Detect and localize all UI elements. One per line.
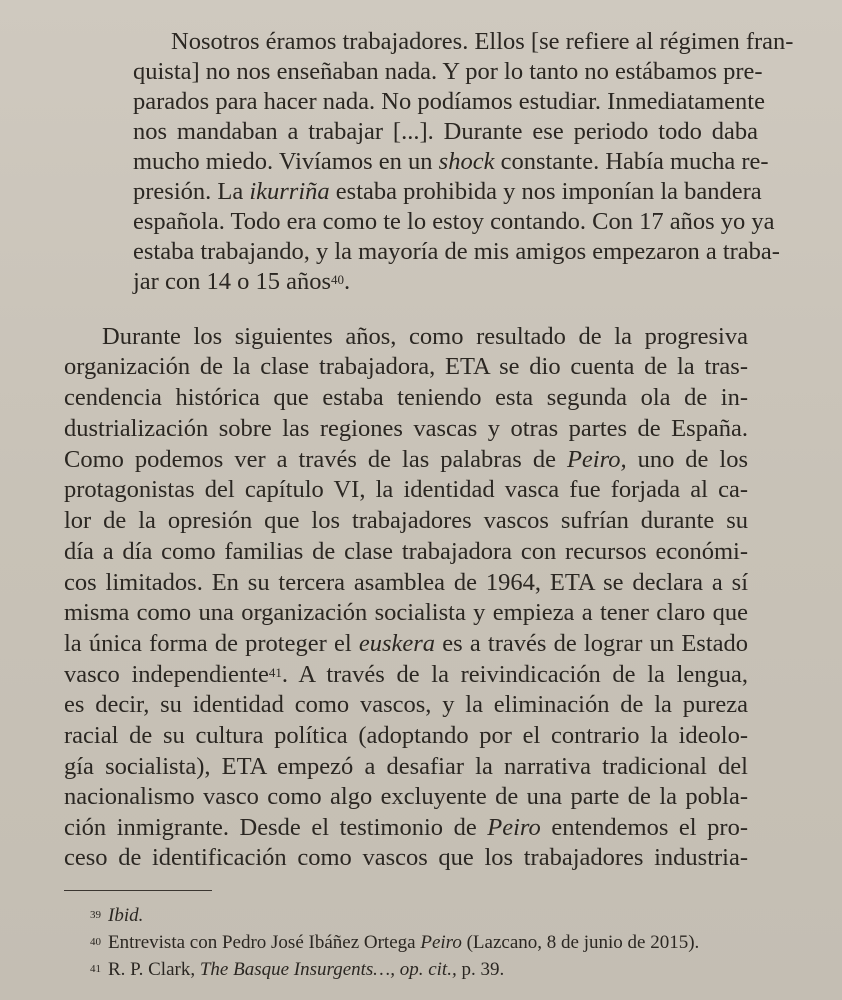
- body-line: es decir, su identidad como vascos, y la eliminación de la pureza: [64, 691, 748, 718]
- footnote: $^{40}$ Entrevista con Pedro José Ibáñez Ortega Peiro (Lazcano, 8 de junio de 2015).: [90, 932, 700, 953]
- quote-line: quista] no nos enseñaban nada. Y por lo tanto no estábamos pre-: [133, 58, 763, 85]
- quote-line: Nosotros éramos trabajadores. Ellos [se refiere al régimen fran-: [171, 28, 794, 55]
- body-line: organización de la clase trabajadora, ETA se dio cuenta de la tras-: [64, 353, 748, 380]
- footnote-number: 40: [90, 936, 101, 948]
- quote-line: jar con 14 o 15 años$^{40}$.: [133, 268, 351, 295]
- body-line: ción inmigrante. Desde el testimonio de Peiro entendemos el pro-: [64, 814, 748, 841]
- body-line: dustrialización sobre las regiones vascas y otras partes de España.: [64, 415, 748, 442]
- quote-line: parados para hacer nada. No podíamos estudiar. Inmediatamente: [133, 88, 765, 115]
- body-line: gía socialista), ETA empezó a desafiar la narrativa tradicional del: [64, 753, 748, 780]
- body-line: protagonistas del capítulo VI, la identidad vasca fue forjada al ca-: [64, 476, 748, 503]
- body-line: día a día como familias de clase trabajadora con recursos económi-: [64, 538, 748, 565]
- body-line: cos limitados. En su tercera asamblea de 1964, ETA se declara a sí: [64, 569, 748, 596]
- body-line: Como podemos ver a través de las palabras de Peiro, uno de los: [64, 446, 749, 473]
- quote-line: española. Todo era como te lo estoy contando. Con 17 años yo ya: [133, 208, 775, 235]
- quote-line: estaba trabajando, y la mayoría de mis amigos empezaron a traba-: [133, 238, 780, 265]
- footnote-ref: 41: [268, 665, 282, 680]
- footnote-divider: [64, 890, 212, 891]
- footnote-number: 41: [90, 963, 101, 975]
- body-line: vasco independiente$^{41}$. A través de la reivindicación de la lengua,: [64, 661, 748, 688]
- body-line: misma como una organización socialista y empieza a tener claro que: [64, 599, 748, 626]
- body-line: racial de su cultura política (adoptando por el contrario la ideolo-: [64, 722, 748, 749]
- footnote-ref: 40: [331, 272, 344, 287]
- body-line: nacionalismo vasco como algo excluyente de una parte de la pobla-: [64, 783, 748, 810]
- footnote: $^{39}$ Ibid.: [90, 905, 144, 926]
- quote-line: nos mandaban a trabajar [...]. Durante ese periodo todo daba: [133, 118, 758, 145]
- footnote: $^{41}$ R. P. Clark, The Basque Insurgents…, op. cit., p. 39.: [90, 959, 505, 980]
- body-line: lor de la opresión que los trabajadores vascos sufrían durante su: [64, 507, 748, 534]
- footnote-number: 39: [90, 909, 101, 921]
- body-line: Durante los siguientes años, como resultado de la progresiva: [102, 323, 748, 350]
- body-line: cendencia histórica que estaba teniendo esta segunda ola de in-: [64, 384, 748, 411]
- quote-line: presión. La ikurriña estaba prohibida y nos imponían la bandera: [133, 178, 762, 205]
- body-line: la única forma de proteger el euskera es a través de lograr un Estado: [64, 630, 748, 657]
- quote-line: mucho miedo. Vivíamos en un shock constante. Había mucha re-: [133, 148, 769, 175]
- body-line: ceso de identificación como vascos que los trabajadores industria-: [64, 844, 748, 871]
